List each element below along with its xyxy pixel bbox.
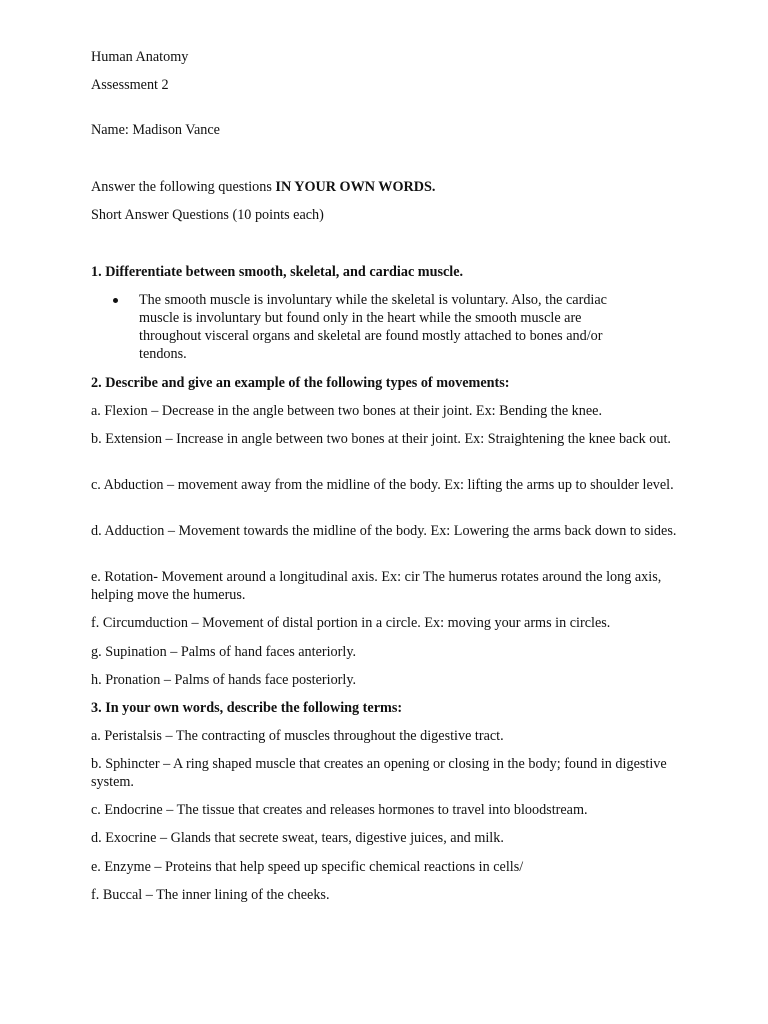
student-name: Name: Madison Vance xyxy=(91,122,220,138)
question-2: 2. Describe and give an example of the following types of movements: xyxy=(91,375,510,391)
q2-answer-a: a. Flexion – Decrease in the angle between two bones at their joint. Ex: Bending the knee. xyxy=(91,403,602,419)
q3-answer-b: b. Sphincter – A ring shaped muscle that creates an opening or closing in the body; found in digestive system. xyxy=(91,756,667,790)
q3-answer-a: a. Peristalsis – The contracting of muscles throughout the digestive tract. xyxy=(91,728,504,744)
q2-answer-h: h. Pronation – Palms of hands face posteriorly. xyxy=(91,672,357,688)
q2-answer-d: d. Adduction – Movement towards the midline of the body. Ex: Lowering the arms back down to sides. xyxy=(91,523,677,539)
q2-answer-c: c. Abduction – movement away from the midline of the body. Ex: lifting the arms up to shoulder level. xyxy=(91,477,674,493)
q3-answer-f: f. Buccal – The inner lining of the cheeks. xyxy=(91,887,330,903)
q2-answer-g: g. Supination – Palms of hand faces anteriorly. xyxy=(91,644,357,660)
q3-answer-d: d. Exocrine – Glands that secrete sweat, tears, digestive juices, and milk. xyxy=(91,830,504,846)
q2-answer-b: b. Extension – Increase in angle between two bones at their joint. Ex: Straightening the knee back out. xyxy=(91,431,671,447)
q3-answer-c: c. Endocrine – The tissue that creates and releases hormones to travel into bloodstream. xyxy=(91,802,588,818)
question-1: 1. Differentiate between smooth, skeletal, and cardiac muscle. xyxy=(91,264,464,280)
bullet-dot-icon xyxy=(113,298,118,303)
q1-answer: The smooth muscle is involuntary while the skeletal is voluntary. Also, the cardiac muscle is involuntary but found only in the heart while the smooth muscle are throughout visceral organs and skeletal are found mostly attached to bones and/or tendons. xyxy=(139,292,607,362)
section-title: Short Answer Questions (10 points each) xyxy=(91,207,324,223)
course-title: Human Anatomy xyxy=(91,49,189,65)
q2-answer-e: e. Rotation- Movement around a longitudinal axis. Ex: cir The humerus rotates around the long axis, helping move the humerus. xyxy=(91,569,662,603)
q3-answer-e: e. Enzyme – Proteins that help speed up specific chemical reactions in cells/ xyxy=(91,859,524,875)
assessment-title: Assessment 2 xyxy=(91,77,169,93)
q2-answer-f: f. Circumduction – Movement of distal portion in a circle. Ex: moving your arms in circles. xyxy=(91,615,611,631)
instructions-prefix: Answer the following questions xyxy=(91,179,276,195)
question-3: 3. In your own words, describe the following terms: xyxy=(91,700,403,716)
instructions-emphasis: IN YOUR OWN WORDS. xyxy=(275,179,436,195)
instructions-line xyxy=(91,178,691,196)
